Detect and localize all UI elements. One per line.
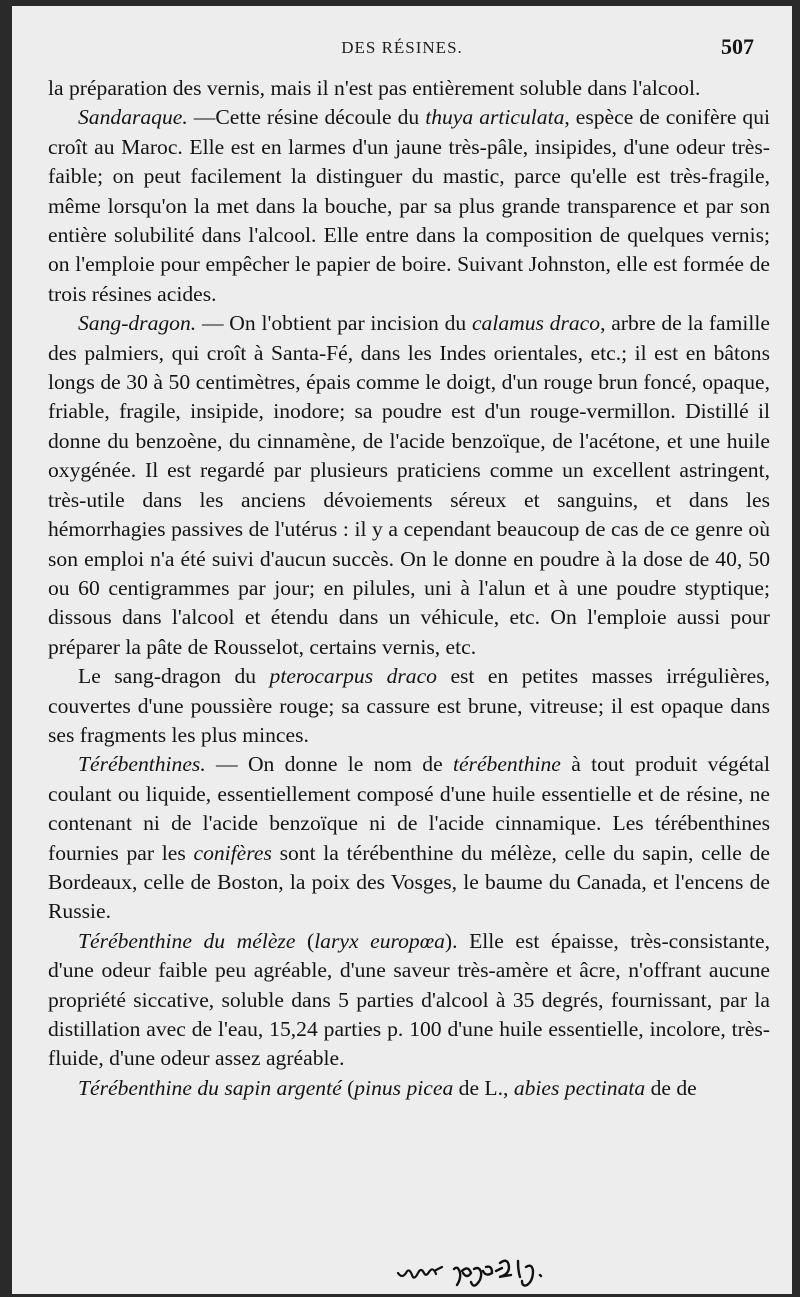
italic-text-span: Sang-dragon. (78, 311, 197, 336)
italic-text-span: térébenthine (452, 752, 561, 777)
italic-text-span: Térébenthine du sapin argenté (78, 1075, 342, 1100)
body-text (48, 74, 770, 1103)
text-span: —Cette résine découle du (187, 105, 426, 130)
italic-text-span: Térébenthine du mélèze (78, 928, 296, 953)
running-head: DES RÉSINES. (341, 38, 463, 57)
paragraph (48, 309, 770, 662)
paragraph (48, 74, 770, 103)
paragraph (48, 927, 770, 1074)
italic-text-span: thuya articulata (425, 105, 565, 130)
paragraph (48, 662, 770, 750)
italic-text-span: laryx europœa (314, 928, 445, 953)
book-page (12, 6, 792, 1294)
paragraph (48, 103, 770, 309)
italic-text-span: Sandaraque. (78, 105, 188, 130)
paragraph (48, 750, 770, 926)
text-span: Le sang-dragon du (78, 664, 270, 689)
text-span: ( (341, 1075, 355, 1100)
text-span: de L., (453, 1075, 514, 1100)
italic-text-span: abies pectinata (513, 1075, 646, 1100)
page-header (12, 34, 792, 68)
handwritten-note (392, 1253, 572, 1289)
text-span: la préparation des vernis, mais il n'est pas entièrement soluble dans l'alcool. (48, 76, 701, 100)
text-span: sont la térébenthine du mélèze, celle du sapin, celle de Bordeaux, celle de Boston, la poix des Vosges, le baume du Canada, et l'encens de Russie. (48, 840, 770, 924)
italic-text-span: calamus draco (471, 311, 601, 336)
text-span: , espèce de conifère qui croît au Maroc. Elle est en larmes d'un jaune très-pâle, insipides, d'une odeur très-faible; on peut facilement la distinguer du mastic, parce qu'elle est très-fragile, même lorsqu'on la met dans la bouche, par sa plus grande transparence et par son entière solubilité dans l'alcool. Elle entre dans la composition de quelques vernis; on l'emploie pour empêcher le papier de boire. Suivant Johnston, elle est formée de trois résines acides. (48, 105, 771, 306)
text-span: ). Elle est épaisse, très-consistante, d'une odeur faible peu agréable, d'une saveur très-amère et âcre, n'offrant aucune propriété siccative, soluble dans 5 parties d'alcool à 35 degrés, fournissant, par la distillation avec de l'eau, 15,24 parties p. 100 d'une huile essentielle, incolore, très-fluide, d'une odeur assez agréable. (48, 928, 771, 1071)
text-span: à tout produit végétal coulant ou liquide, essentiellement composé d'une huile essentielle et de résine, ne contenant ni de l'acide benzoïque ni de l'acide cinnamique. Les térébenthines fournies par les (48, 752, 771, 865)
text-span: , arbre de la famille des palmiers, qui croît à Santa-Fé, dans les Indes orientales, etc.; il est en bâtons longs de 30 à 50 centimètres, épais comme le doigt, d'un rouge brun foncé, opaque, friable, fragile, insipide, inodore; sa poudre est d'un rouge-vermillon. Distillé il donne du benzoène, du cinnamène, de l'acide benzoïque, de l'acétone, et une huile oxygénée. Il est regardé par plusieurs praticiens comme un excellent astringent, très-utile dans les anciens dévoiements séreux et sanguins, et dans les hémorrhagies passives de l'utérus : il y a cependant beaucoup de cas de ce genre où son emploi n'a été suivi d'aucun succès. On le donne en poudre à la dose de 40, 50 ou 60 centigrammes par jour; en pilules, uni à l'alun et à une poudre styptique; dissous dans l'alcool et étendu dans un véhicule, etc. On l'emploie aussi pour préparer la pâte de Rousselot, certains vernis, etc. (48, 311, 770, 659)
italic-text-span: pterocarpus draco (269, 664, 437, 689)
text-span: de de (645, 1075, 697, 1100)
paragraph (48, 1074, 770, 1103)
page-number: 507 (721, 34, 754, 59)
text-span: — On l'obtient par incision du (196, 311, 472, 336)
italic-text-span: Térébenthines. (78, 752, 206, 777)
text-span: est en petites masses irrégulières, couvertes d'une poussière rouge; sa cassure est brune, vitreuse; il est opaque dans ses fragments les plus minces. (48, 664, 770, 747)
text-span: — On donne le nom de (205, 752, 453, 777)
italic-text-span: conifères (193, 840, 272, 865)
text-span: ( (295, 928, 315, 953)
italic-text-span: pinus picea (354, 1075, 454, 1100)
